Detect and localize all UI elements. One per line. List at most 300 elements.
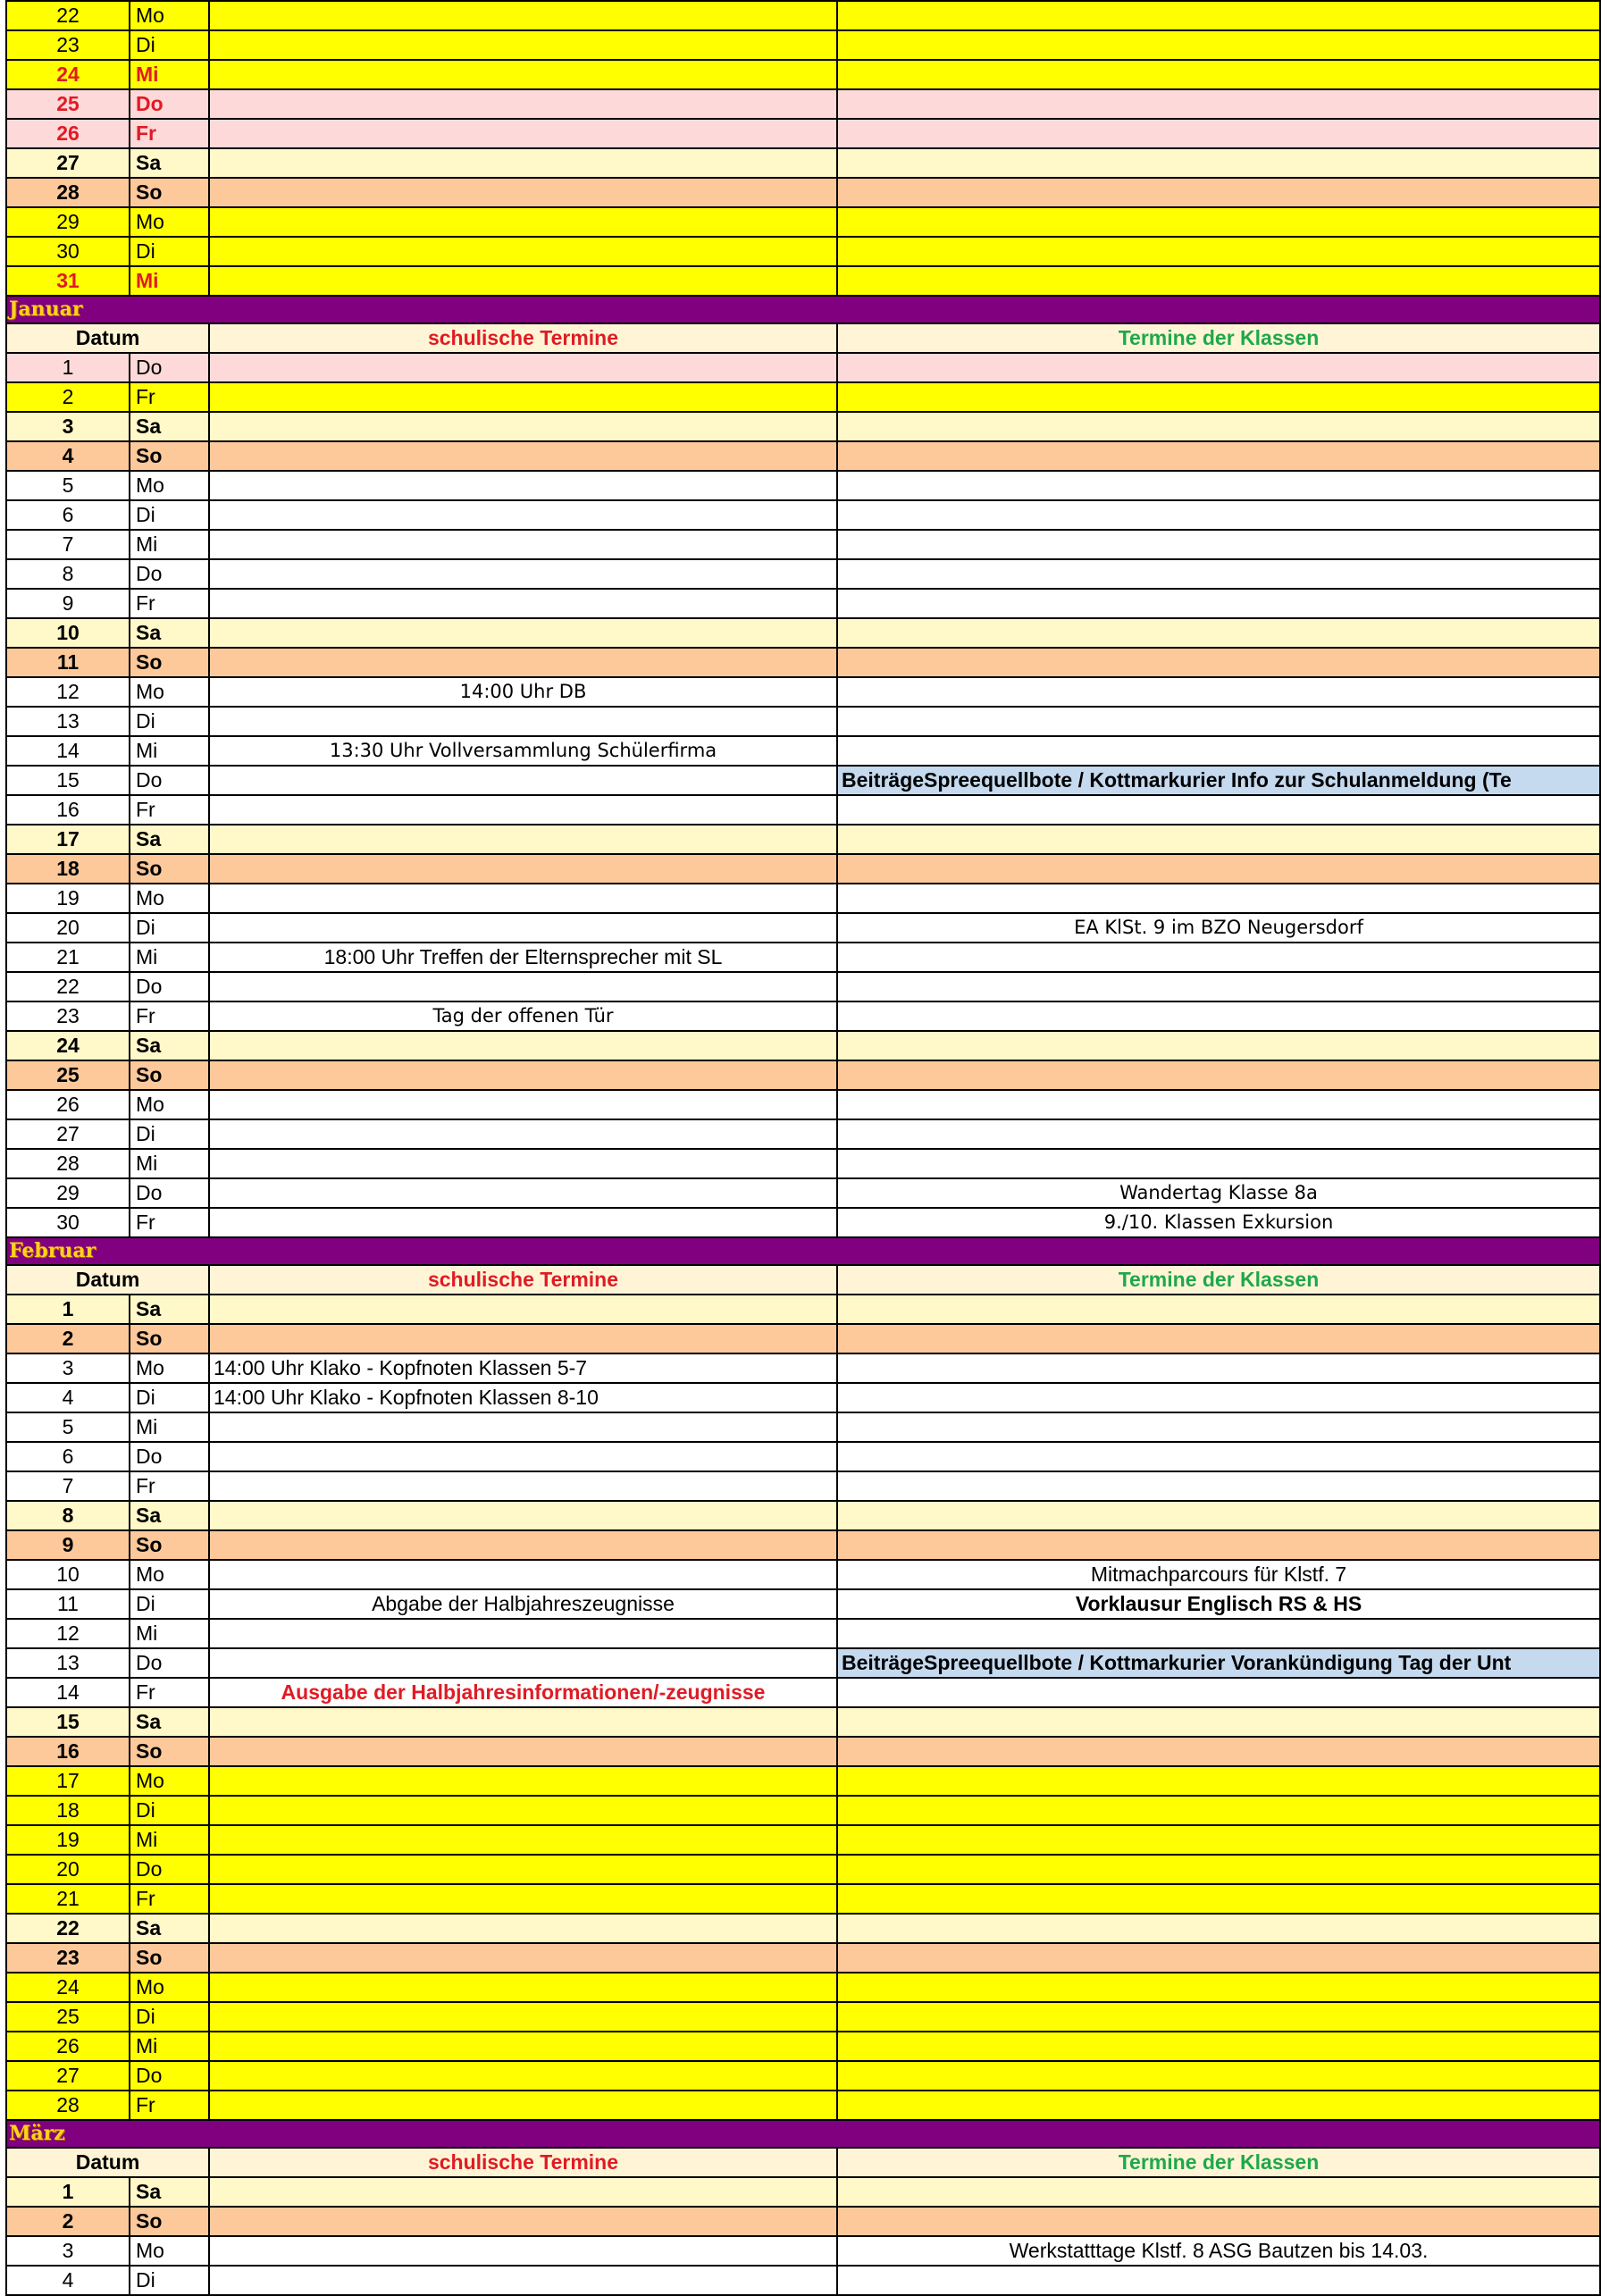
school-event-cell[interactable]: [209, 530, 837, 559]
school-event-cell[interactable]: [209, 441, 837, 471]
school-event-cell[interactable]: [209, 1884, 837, 1914]
day-row: [6, 2061, 1600, 2091]
day-number: 12: [6, 1619, 130, 1648]
class-event-cell[interactable]: [837, 89, 1600, 119]
header-school-events: schulische Termine: [209, 1265, 837, 1295]
school-event-cell[interactable]: [209, 2266, 837, 2295]
month-banner: [6, 296, 1600, 323]
school-event-cell[interactable]: [209, 119, 837, 148]
day-number: 28: [6, 178, 130, 207]
school-event-cell[interactable]: [209, 766, 837, 795]
calendar-table: [5, 0, 1601, 2296]
school-event-cell[interactable]: [209, 1973, 837, 2002]
day-row: [6, 441, 1600, 471]
day-number: 2: [6, 1324, 130, 1353]
class-event-cell[interactable]: [837, 2032, 1600, 2061]
weekday: Fr: [130, 1884, 209, 1914]
school-event-cell[interactable]: [209, 1178, 837, 1208]
school-event-cell[interactable]: [209, 618, 837, 648]
day-row: [6, 1442, 1600, 1471]
school-event-cell[interactable]: [209, 471, 837, 500]
school-event-cell[interactable]: [209, 1324, 837, 1353]
class-event-cell[interactable]: [837, 2002, 1600, 2032]
weekday: Mi: [130, 1412, 209, 1442]
day-row: [6, 1973, 1600, 2002]
day-row: [6, 119, 1600, 148]
weekday: Mi: [130, 60, 209, 89]
weekday: Mi: [130, 530, 209, 559]
school-event-cell[interactable]: [209, 2061, 837, 2091]
class-event-cell[interactable]: [837, 1796, 1600, 1825]
class-event-cell[interactable]: [837, 530, 1600, 559]
weekday: Fr: [130, 1471, 209, 1501]
header-class-events: Termine der Klassen: [837, 323, 1600, 353]
class-event-cell[interactable]: Vorklausur Englisch RS & HS: [837, 1589, 1600, 1619]
day-number: 23: [6, 1943, 130, 1973]
weekday: Do: [130, 559, 209, 589]
weekday: Di: [130, 237, 209, 266]
day-row: [6, 1149, 1600, 1178]
month-banner: [6, 1237, 1600, 1265]
class-event-cell[interactable]: [837, 884, 1600, 913]
day-row: [6, 500, 1600, 530]
class-event-cell[interactable]: [837, 1855, 1600, 1884]
weekday: Do: [130, 1648, 209, 1678]
day-number: 17: [6, 1766, 130, 1796]
class-event-cell[interactable]: [837, 237, 1600, 266]
class-event-cell[interactable]: [837, 2177, 1600, 2207]
class-event-cell[interactable]: [837, 1119, 1600, 1149]
day-row: [6, 2207, 1600, 2236]
class-event-cell[interactable]: [837, 1149, 1600, 1178]
school-event-cell[interactable]: [209, 1471, 837, 1501]
class-event-cell[interactable]: [837, 1, 1600, 30]
day-row: [6, 618, 1600, 648]
day-row: [6, 1619, 1600, 1648]
weekday: Do: [130, 1855, 209, 1884]
school-event-cell[interactable]: [209, 795, 837, 825]
day-row: [6, 559, 1600, 589]
day-row: [6, 589, 1600, 618]
class-event-cell[interactable]: [837, 1001, 1600, 1031]
class-event-cell[interactable]: [837, 441, 1600, 471]
school-event-cell[interactable]: Ausgabe der Halbjahresinformationen/-zeugnisse: [209, 1678, 837, 1707]
day-row: [6, 766, 1600, 795]
class-event-cell[interactable]: EA KlSt. 9 im BZO Neugersdorf: [837, 913, 1600, 943]
day-row: [6, 1707, 1600, 1737]
weekday: Sa: [130, 1031, 209, 1060]
weekday: So: [130, 2207, 209, 2236]
weekday: Mo: [130, 1, 209, 30]
weekday: Sa: [130, 825, 209, 854]
day-row: [6, 1412, 1600, 1442]
school-event-cell[interactable]: [209, 1914, 837, 1943]
day-number: 26: [6, 1090, 130, 1119]
day-number: 25: [6, 1060, 130, 1090]
day-number: 26: [6, 2032, 130, 2061]
class-event-cell[interactable]: [837, 1678, 1600, 1707]
weekday: Fr: [130, 119, 209, 148]
day-row: [6, 854, 1600, 884]
class-event-cell[interactable]: [837, 825, 1600, 854]
day-number: 11: [6, 1589, 130, 1619]
weekday: Di: [130, 2266, 209, 2295]
class-event-cell[interactable]: [837, 1324, 1600, 1353]
class-event-cell[interactable]: [837, 1501, 1600, 1530]
weekday: Do: [130, 1178, 209, 1208]
class-event-cell[interactable]: [837, 266, 1600, 296]
class-event-cell[interactable]: [837, 854, 1600, 884]
day-row: [6, 89, 1600, 119]
class-event-cell[interactable]: [837, 795, 1600, 825]
weekday: Di: [130, 1383, 209, 1412]
day-number: 10: [6, 1560, 130, 1589]
school-event-cell[interactable]: [209, 178, 837, 207]
class-event-cell[interactable]: [837, 707, 1600, 736]
day-row: [6, 1737, 1600, 1766]
class-event-cell[interactable]: [837, 2207, 1600, 2236]
day-number: 8: [6, 1501, 130, 1530]
day-row: [6, 1295, 1600, 1324]
day-row: [6, 412, 1600, 441]
day-number: 30: [6, 237, 130, 266]
day-number: 1: [6, 2177, 130, 2207]
day-number: 4: [6, 441, 130, 471]
class-event-cell[interactable]: [837, 618, 1600, 648]
day-row: [6, 1943, 1600, 1973]
weekday: Mo: [130, 1973, 209, 2002]
header-school-events: schulische Termine: [209, 2148, 837, 2177]
class-event-cell[interactable]: [837, 412, 1600, 441]
class-event-cell[interactable]: BeiträgeSpreequellbote / Kottmarkurier Vorankündigung Tag der Unt: [837, 1648, 1600, 1678]
school-event-cell[interactable]: [209, 1295, 837, 1324]
school-event-cell[interactable]: [209, 1530, 837, 1560]
school-event-cell[interactable]: [209, 972, 837, 1001]
class-event-cell[interactable]: Mitmachparcours für Klstf. 7: [837, 1560, 1600, 1589]
school-event-cell[interactable]: [209, 2236, 837, 2266]
school-event-cell[interactable]: [209, 1031, 837, 1060]
school-event-cell[interactable]: [209, 1766, 837, 1796]
day-number: 15: [6, 1707, 130, 1737]
school-event-cell[interactable]: [209, 1501, 837, 1530]
day-number: 14: [6, 1678, 130, 1707]
school-event-cell[interactable]: [209, 559, 837, 589]
class-event-cell[interactable]: [837, 1884, 1600, 1914]
school-event-cell[interactable]: [209, 1412, 837, 1442]
weekday: Do: [130, 353, 209, 382]
day-number: 24: [6, 1973, 130, 2002]
school-event-cell[interactable]: [209, 148, 837, 178]
weekday: So: [130, 854, 209, 884]
class-event-cell[interactable]: [837, 943, 1600, 972]
weekday: Di: [130, 1796, 209, 1825]
day-number: 13: [6, 1648, 130, 1678]
class-event-cell[interactable]: Wandertag Klasse 8a: [837, 1178, 1600, 1208]
day-row: [6, 148, 1600, 178]
school-event-cell[interactable]: [209, 1619, 837, 1648]
class-event-cell[interactable]: BeiträgeSpreequellbote / Kottmarkurier Info zur Schulanmeldung (Te: [837, 766, 1600, 795]
weekday: Mi: [130, 1825, 209, 1855]
school-event-cell[interactable]: [209, 2002, 837, 2032]
school-event-cell[interactable]: [209, 707, 837, 736]
weekday: Fr: [130, 1001, 209, 1031]
day-row: [6, 1796, 1600, 1825]
school-event-cell[interactable]: [209, 2177, 837, 2207]
school-event-cell[interactable]: [209, 2032, 837, 2061]
weekday: Di: [130, 1119, 209, 1149]
class-event-cell[interactable]: [837, 1295, 1600, 1324]
day-row: [6, 1, 1600, 30]
school-event-cell[interactable]: [209, 1090, 837, 1119]
weekday: So: [130, 1324, 209, 1353]
school-event-cell[interactable]: [209, 1119, 837, 1149]
school-event-cell[interactable]: [209, 913, 837, 943]
calendar-sheet: [5, 0, 1599, 2296]
class-event-cell[interactable]: [837, 589, 1600, 618]
class-event-cell[interactable]: [837, 178, 1600, 207]
day-row: [6, 1471, 1600, 1501]
weekday: Mi: [130, 266, 209, 296]
day-number: 23: [6, 1001, 130, 1031]
weekday: Di: [130, 30, 209, 60]
school-event-cell[interactable]: [209, 854, 837, 884]
school-event-cell[interactable]: [209, 1855, 837, 1884]
school-event-cell[interactable]: [209, 1737, 837, 1766]
weekday: Fr: [130, 382, 209, 412]
day-row: [6, 1324, 1600, 1353]
day-number: 1: [6, 1295, 130, 1324]
school-event-cell[interactable]: [209, 884, 837, 913]
weekday: Sa: [130, 1707, 209, 1737]
school-event-cell[interactable]: [209, 1707, 837, 1737]
class-event-cell[interactable]: [837, 471, 1600, 500]
weekday: Di: [130, 1589, 209, 1619]
class-event-cell[interactable]: [837, 60, 1600, 89]
weekday: Di: [130, 707, 209, 736]
school-event-cell[interactable]: 13:30 Uhr Vollversammlung Schülerfirma: [209, 736, 837, 766]
day-number: 18: [6, 1796, 130, 1825]
weekday: Fr: [130, 2091, 209, 2120]
school-event-cell[interactable]: [209, 1560, 837, 1589]
class-event-cell[interactable]: [837, 382, 1600, 412]
school-event-cell[interactable]: 14:00 Uhr Klako - Kopfnoten Klassen 8-10: [209, 1383, 837, 1412]
column-header-row: [6, 323, 1600, 353]
day-number: 19: [6, 884, 130, 913]
column-header-row: [6, 1265, 1600, 1295]
day-number: 7: [6, 530, 130, 559]
weekday: So: [130, 648, 209, 677]
day-row: [6, 471, 1600, 500]
day-row: [6, 707, 1600, 736]
school-event-cell[interactable]: [209, 30, 837, 60]
weekday: So: [130, 1060, 209, 1090]
day-number: 20: [6, 1855, 130, 1884]
school-event-cell[interactable]: Tag der offenen Tür: [209, 1001, 837, 1031]
day-number: 19: [6, 1825, 130, 1855]
school-event-cell[interactable]: [209, 1648, 837, 1678]
day-row: [6, 884, 1600, 913]
school-event-cell[interactable]: [209, 1825, 837, 1855]
weekday: Mo: [130, 677, 209, 707]
school-event-cell[interactable]: [209, 1442, 837, 1471]
class-event-cell[interactable]: [837, 1090, 1600, 1119]
day-number: 23: [6, 30, 130, 60]
school-event-cell[interactable]: [209, 825, 837, 854]
day-row: [6, 353, 1600, 382]
class-event-cell[interactable]: [837, 2061, 1600, 2091]
class-event-cell[interactable]: [837, 1383, 1600, 1412]
class-event-cell[interactable]: [837, 972, 1600, 1001]
day-row: [6, 2236, 1600, 2266]
class-event-cell[interactable]: [837, 1060, 1600, 1090]
day-number: 20: [6, 913, 130, 943]
weekday: Sa: [130, 1295, 209, 1324]
school-event-cell[interactable]: 18:00 Uhr Treffen der Elternsprecher mit SL: [209, 943, 837, 972]
day-number: 14: [6, 736, 130, 766]
day-row: [6, 178, 1600, 207]
school-event-cell[interactable]: [209, 2207, 837, 2236]
school-event-cell[interactable]: [209, 237, 837, 266]
weekday: Do: [130, 766, 209, 795]
day-row: [6, 2266, 1600, 2295]
day-row: [6, 1560, 1600, 1589]
weekday: Di: [130, 913, 209, 943]
school-event-cell[interactable]: [209, 1208, 837, 1237]
school-event-cell[interactable]: [209, 1796, 837, 1825]
day-row: [6, 1678, 1600, 1707]
header-class-events: Termine der Klassen: [837, 2148, 1600, 2177]
class-event-cell[interactable]: [837, 559, 1600, 589]
weekday: So: [130, 441, 209, 471]
class-event-cell[interactable]: [837, 1442, 1600, 1471]
day-row: [6, 60, 1600, 89]
class-event-cell[interactable]: [837, 1619, 1600, 1648]
class-event-cell[interactable]: [837, 30, 1600, 60]
school-event-cell[interactable]: [209, 1943, 837, 1973]
day-number: 29: [6, 1178, 130, 1208]
school-event-cell[interactable]: [209, 589, 837, 618]
class-event-cell[interactable]: [837, 1031, 1600, 1060]
class-event-cell[interactable]: [837, 2266, 1600, 2295]
school-event-cell[interactable]: 14:00 Uhr DB: [209, 677, 837, 707]
class-event-cell[interactable]: [837, 207, 1600, 237]
day-row: [6, 1383, 1600, 1412]
class-event-cell[interactable]: [837, 677, 1600, 707]
school-event-cell[interactable]: [209, 2091, 837, 2120]
day-number: 9: [6, 589, 130, 618]
class-event-cell[interactable]: [837, 1973, 1600, 2002]
weekday: Do: [130, 2061, 209, 2091]
class-event-cell[interactable]: 9./10. Klassen Exkursion: [837, 1208, 1600, 1237]
day-number: 24: [6, 1031, 130, 1060]
class-event-cell[interactable]: [837, 1766, 1600, 1796]
day-row: [6, 237, 1600, 266]
day-number: 12: [6, 677, 130, 707]
day-row: [6, 2091, 1600, 2120]
class-event-cell[interactable]: [837, 1353, 1600, 1383]
day-row: [6, 1501, 1600, 1530]
class-event-cell[interactable]: [837, 1471, 1600, 1501]
class-event-cell[interactable]: [837, 119, 1600, 148]
weekday: Mi: [130, 736, 209, 766]
school-event-cell[interactable]: [209, 89, 837, 119]
school-event-cell[interactable]: [209, 60, 837, 89]
day-number: 26: [6, 119, 130, 148]
day-row: [6, 1178, 1600, 1208]
day-row: [6, 913, 1600, 943]
school-event-cell[interactable]: [209, 1060, 837, 1090]
day-number: 10: [6, 618, 130, 648]
day-number: 11: [6, 648, 130, 677]
class-event-cell[interactable]: [837, 1943, 1600, 1973]
class-event-cell[interactable]: [837, 353, 1600, 382]
school-event-cell[interactable]: [209, 382, 837, 412]
school-event-cell[interactable]: [209, 1149, 837, 1178]
column-header-row: [6, 2148, 1600, 2177]
day-row: [6, 648, 1600, 677]
school-event-cell[interactable]: [209, 412, 837, 441]
school-event-cell[interactable]: Abgabe der Halbjahreszeugnisse: [209, 1589, 837, 1619]
school-event-cell[interactable]: [209, 500, 837, 530]
day-row: [6, 1914, 1600, 1943]
class-event-cell[interactable]: [837, 1707, 1600, 1737]
day-number: 1: [6, 353, 130, 382]
school-event-cell[interactable]: [209, 353, 837, 382]
weekday: Mo: [130, 1766, 209, 1796]
day-row: [6, 207, 1600, 237]
school-event-cell[interactable]: [209, 207, 837, 237]
day-number: 8: [6, 559, 130, 589]
day-row: [6, 972, 1600, 1001]
day-row: [6, 943, 1600, 972]
day-number: 22: [6, 972, 130, 1001]
weekday: Sa: [130, 1501, 209, 1530]
class-event-cell[interactable]: [837, 1825, 1600, 1855]
class-event-cell[interactable]: [837, 1530, 1600, 1560]
day-row: [6, 1208, 1600, 1237]
day-number: 3: [6, 412, 130, 441]
day-number: 7: [6, 1471, 130, 1501]
class-event-cell[interactable]: [837, 736, 1600, 766]
weekday: Mo: [130, 884, 209, 913]
class-event-cell[interactable]: [837, 1412, 1600, 1442]
day-row: [6, 1060, 1600, 1090]
class-event-cell[interactable]: [837, 148, 1600, 178]
day-number: 28: [6, 2091, 130, 2120]
weekday: Sa: [130, 1914, 209, 1943]
school-event-cell[interactable]: [209, 266, 837, 296]
school-event-cell[interactable]: [209, 648, 837, 677]
day-row: [6, 1589, 1600, 1619]
weekday: Fr: [130, 1208, 209, 1237]
class-event-cell[interactable]: [837, 648, 1600, 677]
calendar-rows: [6, 1, 1600, 2295]
school-event-cell[interactable]: [209, 1, 837, 30]
day-number: 24: [6, 60, 130, 89]
class-event-cell[interactable]: [837, 1737, 1600, 1766]
day-row: [6, 1031, 1600, 1060]
class-event-cell[interactable]: [837, 1914, 1600, 1943]
class-event-cell[interactable]: [837, 2091, 1600, 2120]
day-row: [6, 795, 1600, 825]
class-event-cell[interactable]: [837, 500, 1600, 530]
weekday: So: [130, 1737, 209, 1766]
weekday: So: [130, 178, 209, 207]
school-event-cell[interactable]: 14:00 Uhr Klako - Kopfnoten Klassen 5-7: [209, 1353, 837, 1383]
day-row: [6, 266, 1600, 296]
weekday: Mi: [130, 943, 209, 972]
class-event-cell[interactable]: Werkstatttage Klstf. 8 ASG Bautzen bis 14.03.: [837, 2236, 1600, 2266]
